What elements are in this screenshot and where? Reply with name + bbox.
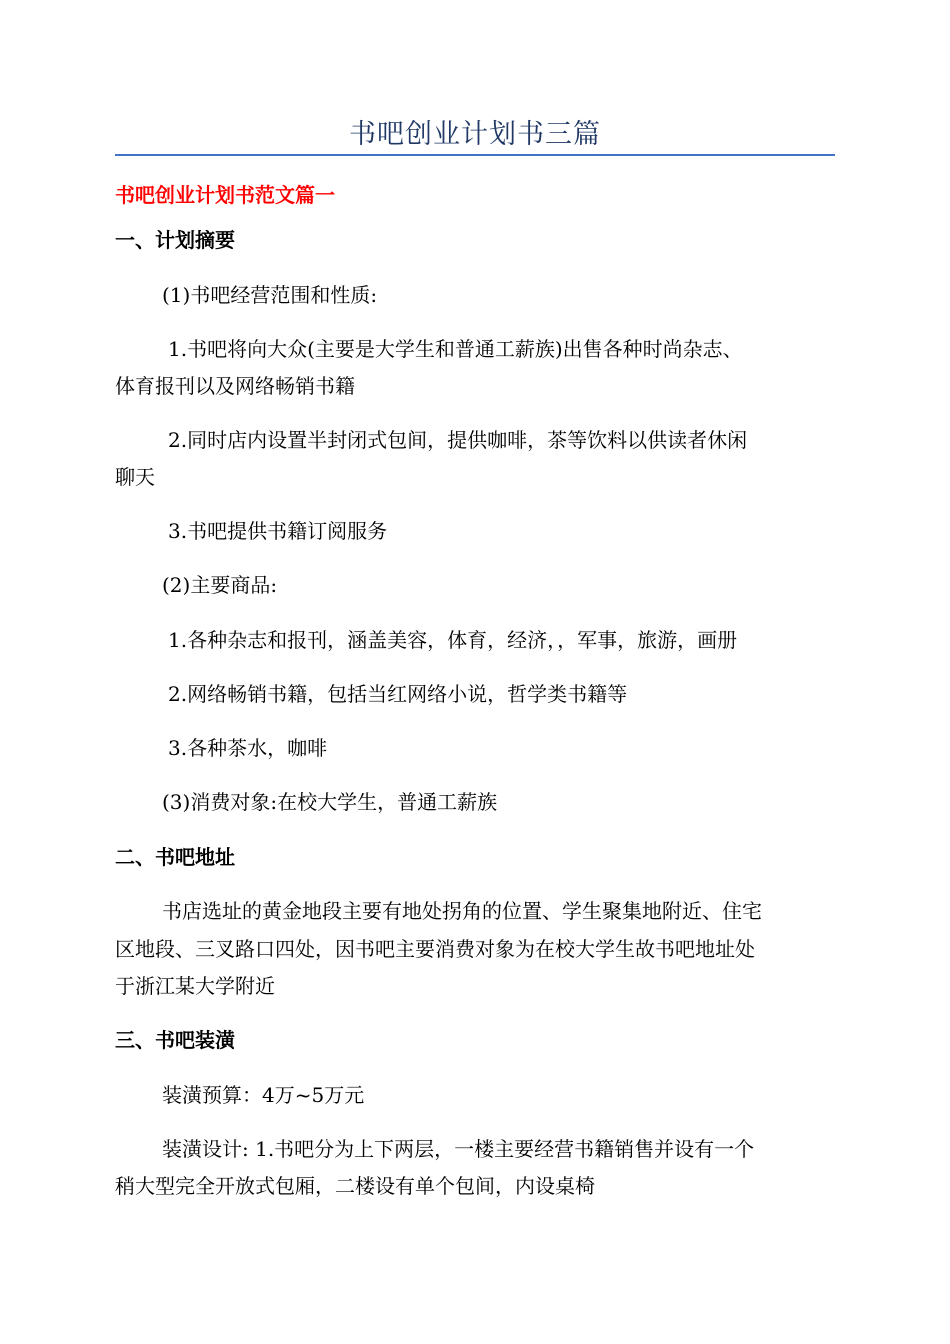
document-title: 书吧创业计划书三篇 <box>349 119 601 150</box>
location-line-2: 区地段、三叉路口四处，因书吧主要消费对象为在校大学生故书吧地址处 <box>115 937 755 961</box>
item-business-scope: (1)书吧经营范围和性质: <box>162 283 378 307</box>
item-scope-3: 3.书吧提供书籍订阅服务 <box>168 519 388 543</box>
item-goods-1: 1.各种杂志和报刊，涵盖美容，体育，经济，，军事，旅游，画册 <box>168 628 738 652</box>
item-main-goods: (2)主要商品: <box>162 573 278 597</box>
item-scope-1-line-1: 1.书吧将向大众(主要是大学生和普通工薪族)出售各种时尚杂志、 <box>168 337 743 361</box>
decoration-budget: 装潢预算：4万~5万元 <box>162 1083 365 1107</box>
location-line-1: 书店选址的黄金地段主要有地处拐角的位置、学生聚集地附近、住宅 <box>162 899 762 923</box>
decoration-design-line-1: 装潢设计: 1.书吧分为上下两层，一楼主要经营书籍销售并设有一个 <box>162 1137 755 1161</box>
heading-location: 二、书吧地址 <box>115 845 235 869</box>
item-scope-2-line-2: 聊天 <box>115 465 155 489</box>
section-heading-main: 书吧创业计划书范文篇一 <box>115 183 335 207</box>
item-goods-2: 2.网络畅销书籍，包括当红网络小说，哲学类书籍等 <box>168 682 628 706</box>
item-scope-2-line-1: 2.同时店内设置半封闭式包间，提供咖啡，茶等饮料以供读者休闲 <box>168 428 748 452</box>
heading-decoration: 三、书吧装潢 <box>115 1028 235 1052</box>
item-target-customers: (3)消费对象:在校大学生，普通工薪族 <box>162 790 498 814</box>
title-underline <box>115 154 835 156</box>
heading-plan-summary: 一、计划摘要 <box>115 228 235 252</box>
location-line-3: 于浙江某大学附近 <box>115 974 275 998</box>
item-goods-3: 3.各种茶水，咖啡 <box>168 736 328 760</box>
decoration-design-line-2: 稍大型完全开放式包厢，二楼设有单个包间，内设桌椅 <box>115 1174 595 1198</box>
item-scope-1-line-2: 体育报刊以及网络畅销书籍 <box>115 374 355 398</box>
